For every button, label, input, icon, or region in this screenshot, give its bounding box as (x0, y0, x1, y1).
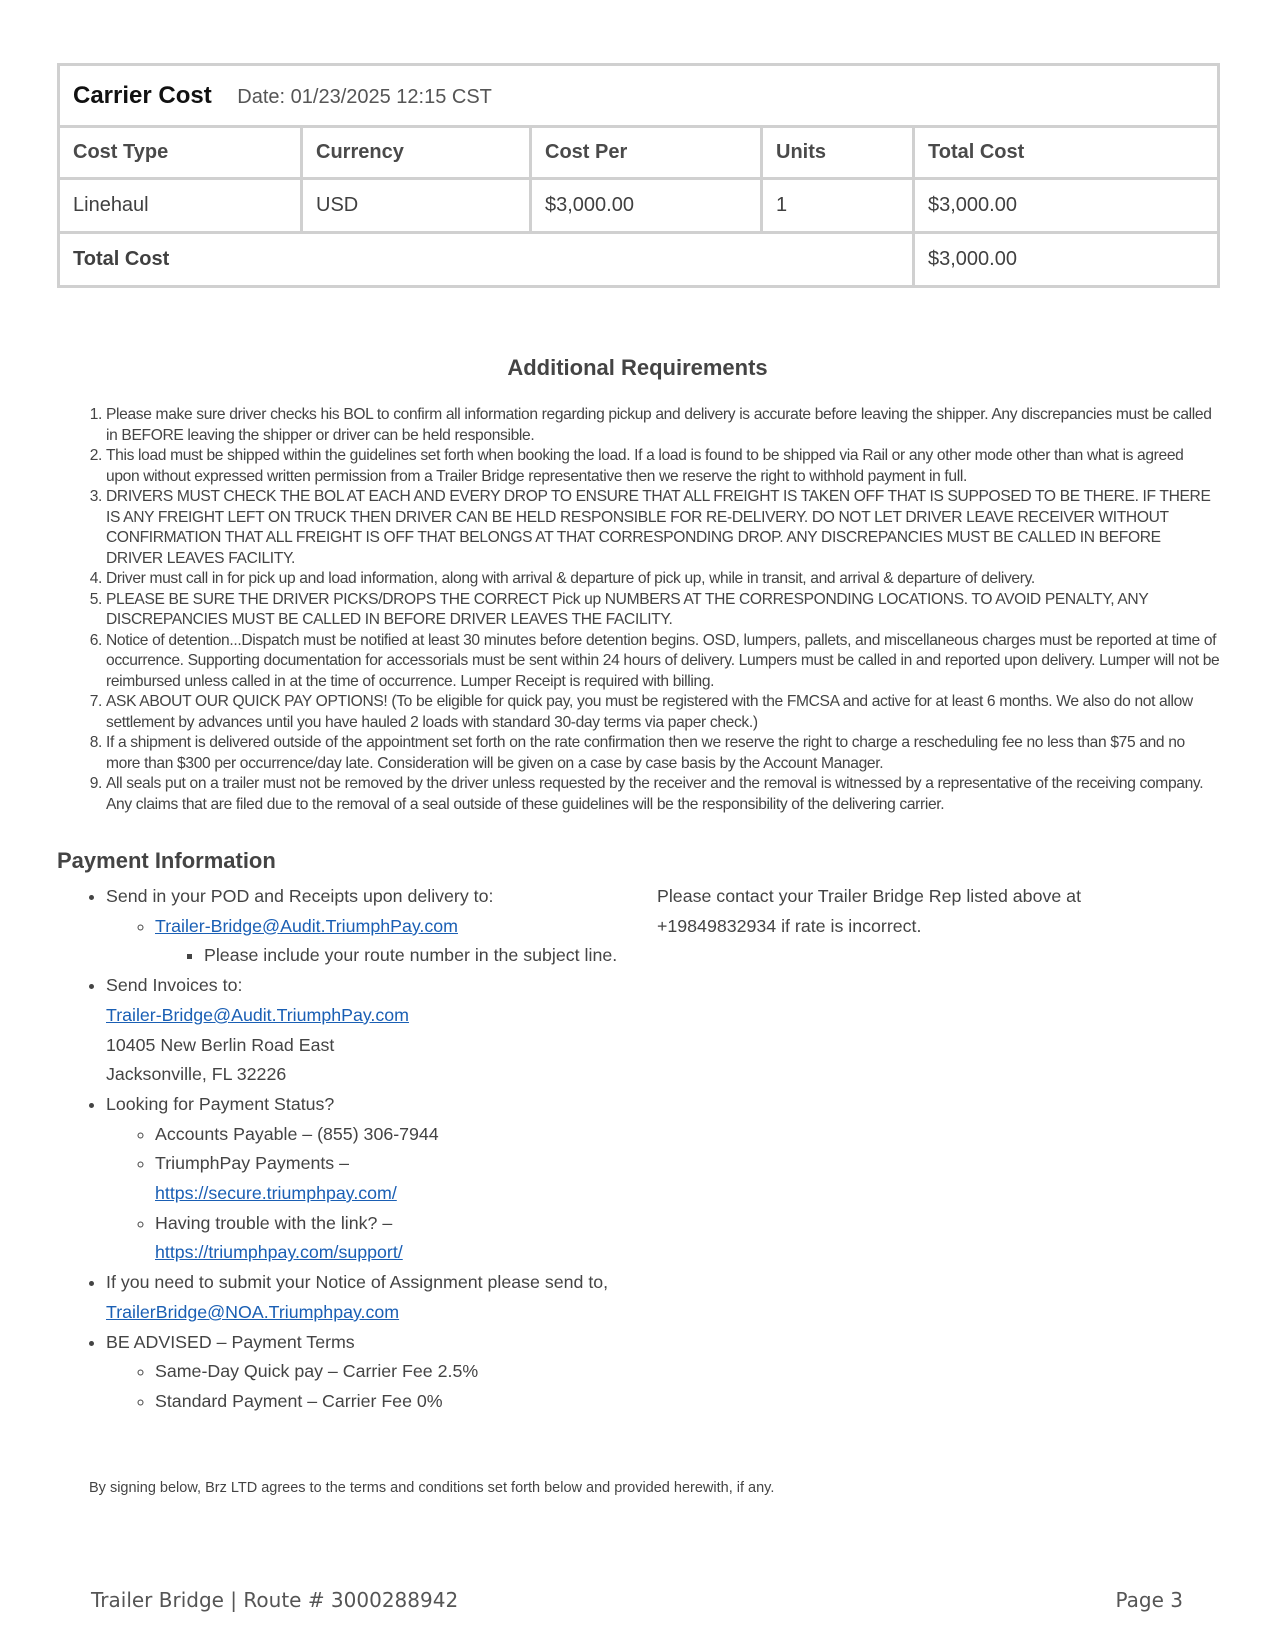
payment-heading: Payment Information (57, 848, 276, 873)
pod-note: ▪ Please include your route number in the subject line. (204, 941, 627, 971)
requirements-list (57, 405, 1220, 815)
header-currency: Currency (302, 127, 531, 179)
list-item: 1. Please make sure driver checks his BOL to confirm all information regarding pickup and delivery is accurate before leaving the shipper. Any discrepancies must be called in BEFORE leaving the shipper or driver can be held responsible. (106, 405, 1220, 446)
header-cost-per: Cost Per (531, 127, 762, 179)
list-item (106, 1268, 627, 1327)
footer-page-number: Page 3 (1115, 1588, 1183, 1612)
list-item: 3. DRIVERS MUST CHECK THE BOL AT EACH AND EVERY DROP TO ENSURE THAT ALL FREIGHT IS TAKEN OFF THAT IS SUPPOSED TO BE THERE. IF THERE IS ANY FREIGHT LEFT ON TRUCK THEN DRIVER CAN BE HELD RESPONSIBLE FOR RE-DELIVERY. DO NOT LET DRIVER LEAVE RECEIVER WITHOUT CONFIRMATION THAT ALL FREIGHT IS OFF THAT BELONGS AT THAT CORRESPONDING DROP. ANY DISCREPANCIES MUST BE CALLED IN BEFORE DRIVER LEAVES FACILITY. (106, 487, 1220, 569)
list-item (106, 1090, 627, 1268)
footer-route: Trailer Bridge | Route # 3000288942 (91, 1588, 459, 1612)
cell-units: 1 (762, 179, 914, 233)
list-item (155, 1209, 627, 1268)
cost-title: Carrier Cost (73, 81, 212, 109)
ap-text: ◦ Accounts Payable – (855) 306-7944 (155, 1120, 627, 1150)
table-row (59, 179, 1219, 233)
advised-text: BE ADVISED – Payment Terms (106, 1331, 355, 1352)
cell-cost-type: Linehaul (59, 179, 302, 233)
invoice-text: Send Invoices to: (106, 975, 243, 996)
cost-date: Date: 01/23/2025 12:15 CST (237, 85, 492, 108)
noa-text: If you need to submit your Notice of Assignment please send to, (106, 1272, 609, 1293)
list-item (155, 1149, 627, 1208)
cell-total-cost: $3,000.00 (914, 179, 1219, 233)
list-item: 8. If a shipment is delivered outside of the appointment set forth on the rate confirmation then we reserve the right to charge a rescheduling fee no less than $75 and no more than $300 per occurrence/day late. Consideration will be given on a case by case basis by the Account Manager. (106, 733, 1220, 774)
total-row (59, 233, 1219, 287)
invoice-email-link[interactable]: Trailer-Bridge@Audit.TriumphPay.com (106, 1004, 409, 1025)
list-item: 9. All seals put on a trailer must not be removed by the driver unless requested by the receiver and the removal is witnessed by a representative of the receiving company. Any claims that are filed due to the removal of a seal outside of these guidelines will be the responsibility of the delivering carrier. (106, 774, 1220, 815)
list-item (155, 912, 627, 971)
list-item: 6. Notice of detention...Dispatch must be notified at least 30 minutes before detention begins. OSD, lumpers, pallets, and miscellaneous charges must be reported at time of occurrence. Supporting documentation for accessorials must be sent within 24 hours of delivery. Lumpers must be called in and reported upon delivery. Lumper will not be reimbursed unless called in at the time of occurrence. Lumper Receipt is required with billing. (106, 631, 1220, 693)
tp-text: TriumphPay Payments – (155, 1153, 350, 1174)
payment-details (57, 882, 627, 1417)
address-line1: 10405 New Berlin Road East (106, 1034, 335, 1055)
list-item (106, 882, 627, 971)
list-item: 5. PLEASE BE SURE THE DRIVER PICKS/DROPS THE CORRECT Pick up NUMBERS AT THE CORRESPONDING LOCATIONS. TO AVOID PENALTY, ANY DISCREPANCIES MUST BE CALLED IN BEFORE DRIVER LEAVES THE FACILITY. (106, 590, 1220, 631)
header-cost-type: Cost Type (59, 127, 302, 179)
list-item: 7. ASK ABOUT OUR QUICK PAY OPTIONS! (To be eligible for quick pay, you must be registered with the FMCSA and active for at least 6 months. We also do not allow settlement by advances until you have hauled 2 loads with standard 30-day terms via paper check.) (106, 692, 1220, 733)
cost-title-row (59, 65, 1219, 127)
total-label: Total Cost (59, 233, 914, 287)
list-item: 2. This load must be shipped within the guidelines set forth when booking the load. If a load is found to be shipped via Rail or any other mode other than what is agreed upon without expressed written permission from a Trailer Bridge representative then we reserve the right to withhold payment in full. (106, 446, 1220, 487)
pod-email-link[interactable]: Trailer-Bridge@Audit.TriumphPay.com (155, 915, 458, 936)
header-total-cost: Total Cost (914, 127, 1219, 179)
noa-email-link[interactable]: TrailerBridge@NOA.Triumphpay.com (106, 1301, 400, 1322)
triumphpay-link[interactable]: https://secure.triumphpay.com/ (155, 1183, 397, 1204)
contact-note: Please contact your Trailer Bridge Rep listed above at +19849832934 if rate is incorrect. (657, 886, 1082, 936)
total-value: $3,000.00 (914, 233, 1219, 287)
requirements-heading: Additional Requirements (507, 355, 768, 380)
cell-currency: USD (302, 179, 531, 233)
support-link[interactable]: https://triumphpay.com/support/ (155, 1242, 403, 1263)
header-units: Units (762, 127, 914, 179)
list-item (106, 971, 627, 1090)
signing-note: By signing below, Brz LTD agrees to the terms and conditions set forth below and provided herewith, if any. (89, 1480, 775, 1496)
list-item: 4. Driver must call in for pick up and load information, along with arrival & departure of pick up, while in transit, and arrival & departure of delivery. (106, 569, 1220, 590)
status-text: Looking for Payment Status? (106, 1093, 335, 1114)
standard-text: ◦ Standard Payment – Carrier Fee 0% (155, 1387, 627, 1417)
carrier-cost-table (57, 63, 1220, 288)
list-item (106, 1328, 627, 1417)
cell-cost-per: $3,000.00 (531, 179, 762, 233)
pod-text: Send in your POD and Receipts upon delivery to: (106, 886, 494, 906)
address-line2: Jacksonville, FL 32226 (106, 1064, 287, 1085)
cost-header-row (59, 127, 1219, 179)
quickpay-text: ◦ Same-Day Quick pay – Carrier Fee 2.5% (155, 1357, 627, 1387)
trouble-text: Having trouble with the link? – (155, 1212, 393, 1233)
